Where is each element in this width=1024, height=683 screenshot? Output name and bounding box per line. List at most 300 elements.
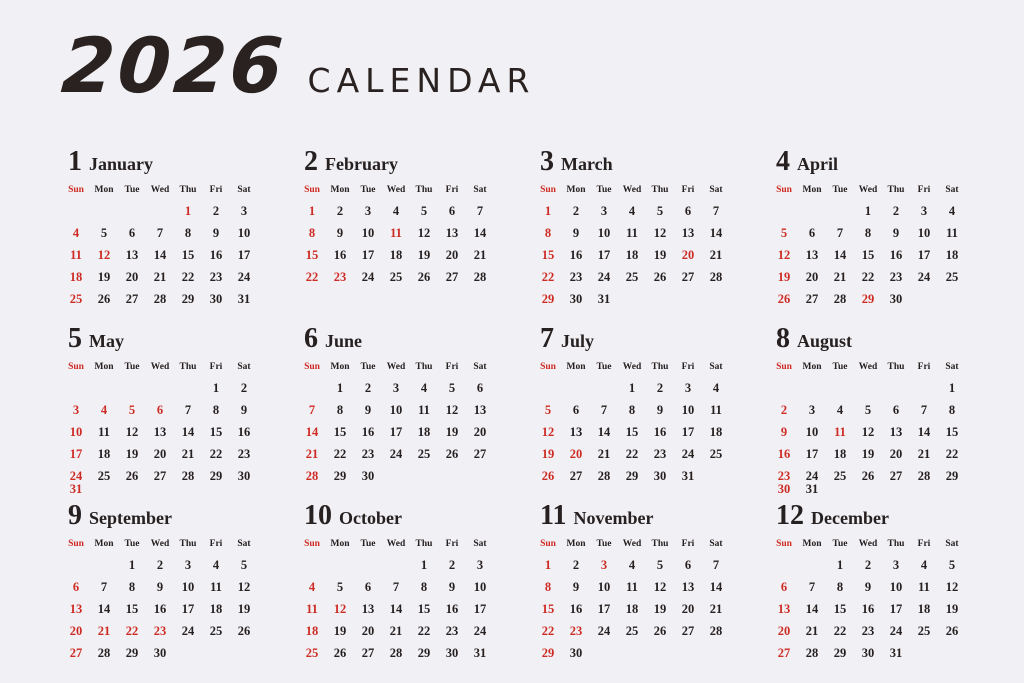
day-cell: 7 bbox=[712, 204, 720, 218]
weekday-label: Tue bbox=[124, 362, 140, 372]
day-cell: 4 bbox=[100, 403, 108, 417]
day-cell bbox=[298, 290, 326, 312]
day-cell: 17 bbox=[917, 248, 931, 262]
calendar-grid bbox=[62, 146, 962, 677]
day-cell: 20 bbox=[681, 602, 695, 616]
day-cell: 24 31 bbox=[805, 469, 819, 496]
day-cell: 25 bbox=[97, 469, 111, 483]
weekday-row bbox=[770, 358, 966, 379]
day-cell bbox=[938, 644, 966, 666]
day-cell: 25 bbox=[209, 624, 223, 638]
day-cell: 4 bbox=[392, 204, 400, 218]
day-cell bbox=[798, 556, 826, 578]
weekday-label: Thu bbox=[651, 362, 669, 372]
day-cell: 31 bbox=[597, 292, 611, 306]
day-cell: 11 bbox=[946, 226, 958, 240]
day-cell: 29 bbox=[541, 292, 555, 306]
day-cell: 9 bbox=[656, 403, 664, 417]
day-cell: 12 bbox=[945, 580, 959, 594]
day-cell: 13 bbox=[445, 226, 459, 240]
day-cell: 14 bbox=[181, 425, 195, 439]
day-cell bbox=[62, 202, 90, 224]
day-cell: 4 bbox=[72, 226, 80, 240]
month-header bbox=[68, 500, 258, 532]
month-days bbox=[534, 202, 730, 312]
day-cell: 6 bbox=[128, 226, 136, 240]
month-name: July bbox=[561, 331, 595, 351]
month-header bbox=[304, 323, 494, 355]
day-cell: 24 bbox=[597, 270, 611, 284]
month-block bbox=[534, 146, 730, 323]
day-cell bbox=[910, 379, 938, 401]
day-cell: 10 bbox=[597, 580, 611, 594]
day-cell: 15 bbox=[417, 602, 431, 616]
day-cell: 14 bbox=[305, 425, 319, 439]
weekday-label: Sat bbox=[237, 185, 251, 195]
day-cell: 11 bbox=[306, 602, 318, 616]
day-cell: 18 bbox=[625, 602, 639, 616]
day-cell: 22 bbox=[417, 624, 431, 638]
day-cell: 13 bbox=[125, 248, 139, 262]
day-cell: 26 bbox=[97, 292, 111, 306]
weekday-row bbox=[770, 535, 966, 556]
day-cell: 2 bbox=[572, 204, 580, 218]
day-cell: 1 bbox=[948, 381, 956, 395]
weekday-label: Mon bbox=[566, 185, 586, 195]
day-cell: 18 bbox=[97, 447, 111, 461]
day-cell: 27 bbox=[445, 270, 459, 284]
day-cell: 17 bbox=[473, 602, 487, 616]
weekday-label: Mon bbox=[94, 539, 114, 549]
day-cell: 27 bbox=[153, 469, 167, 483]
day-cell: 3 bbox=[920, 204, 928, 218]
day-cell: 6 bbox=[572, 403, 580, 417]
day-cell: 26 bbox=[541, 469, 555, 483]
day-cell: 20 bbox=[473, 425, 487, 439]
weekday-label: Tue bbox=[124, 539, 140, 549]
day-cell bbox=[62, 556, 90, 578]
weekday-label: Sat bbox=[945, 185, 959, 195]
day-cell: 11 bbox=[626, 226, 638, 240]
weekday-label: Wed bbox=[858, 539, 878, 549]
month-days bbox=[298, 379, 494, 489]
day-cell bbox=[910, 644, 938, 666]
day-cell: 10 bbox=[597, 226, 611, 240]
day-cell bbox=[438, 290, 466, 312]
day-cell: 22 bbox=[333, 447, 347, 461]
weekday-label: Tue bbox=[360, 539, 376, 549]
day-cell: 28 bbox=[833, 292, 847, 306]
day-cell: 19 bbox=[777, 270, 791, 284]
day-cell: 16 bbox=[333, 248, 347, 262]
day-cell: 22 bbox=[209, 447, 223, 461]
weekday-label: Wed bbox=[858, 185, 878, 195]
day-cell: 6 bbox=[364, 580, 372, 594]
day-cell: 5 bbox=[780, 226, 788, 240]
weekday-row bbox=[534, 535, 730, 556]
month-header bbox=[540, 323, 730, 355]
day-cell: 2 bbox=[240, 381, 248, 395]
weekday-label: Thu bbox=[415, 539, 433, 549]
day-cell: 16 bbox=[445, 602, 459, 616]
day-cell: 2 bbox=[156, 558, 164, 572]
weekday-label: Fri bbox=[917, 539, 931, 549]
day-cell bbox=[674, 644, 702, 666]
weekday-label: Sat bbox=[237, 362, 251, 372]
day-cell: 27 bbox=[681, 624, 695, 638]
day-cell: 7 bbox=[600, 403, 608, 417]
day-cell: 19 bbox=[125, 447, 139, 461]
day-cell: 27 bbox=[125, 292, 139, 306]
month-block bbox=[62, 323, 258, 500]
day-cell: 23 bbox=[889, 270, 903, 284]
day-cell: 29 bbox=[541, 646, 555, 660]
month-header bbox=[776, 146, 966, 178]
day-cell: 27 bbox=[361, 646, 375, 660]
day-cell: 17 bbox=[597, 602, 611, 616]
day-cell: 13 bbox=[681, 580, 695, 594]
day-cell bbox=[702, 644, 730, 666]
day-cell: 30 bbox=[569, 646, 583, 660]
day-cell bbox=[62, 379, 90, 401]
weekday-label: Sat bbox=[709, 185, 723, 195]
weekday-label: Sat bbox=[945, 539, 959, 549]
day-cell: 13 bbox=[153, 425, 167, 439]
day-cell: 26 bbox=[653, 270, 667, 284]
day-cell: 13 bbox=[777, 602, 791, 616]
day-cell: 27 bbox=[681, 270, 695, 284]
day-cell bbox=[646, 644, 674, 666]
day-cell bbox=[826, 202, 854, 224]
day-cell: 12 bbox=[445, 403, 459, 417]
day-cell: 28 bbox=[389, 646, 403, 660]
day-cell: 30 bbox=[209, 292, 223, 306]
day-cell: 27 bbox=[889, 469, 903, 483]
day-cell: 29 bbox=[861, 292, 875, 306]
month-name: May bbox=[89, 331, 124, 351]
day-cell: 26 bbox=[945, 624, 959, 638]
weekday-row bbox=[534, 358, 730, 379]
day-cell: 8 bbox=[628, 403, 636, 417]
month-block bbox=[62, 500, 258, 677]
day-cell: 12 bbox=[125, 425, 139, 439]
calendar-title: CALENDAR bbox=[307, 61, 536, 100]
day-cell bbox=[770, 202, 798, 224]
month-number: 2 bbox=[304, 146, 318, 177]
day-cell: 13 bbox=[361, 602, 375, 616]
day-cell: 27 bbox=[805, 292, 819, 306]
day-cell bbox=[410, 467, 438, 489]
day-cell: 16 bbox=[153, 602, 167, 616]
weekday-label: Mon bbox=[330, 362, 350, 372]
day-cell: 11 bbox=[390, 226, 402, 240]
day-cell: 23 bbox=[569, 270, 583, 284]
month-block bbox=[298, 500, 494, 677]
day-cell: 18 bbox=[625, 248, 639, 262]
day-cell bbox=[298, 379, 326, 401]
day-cell: 5 bbox=[544, 403, 552, 417]
day-cell: 17 bbox=[181, 602, 195, 616]
month-header bbox=[68, 146, 258, 178]
weekday-row bbox=[62, 535, 258, 556]
day-cell: 23 bbox=[569, 624, 583, 638]
day-cell: 6 bbox=[72, 580, 80, 594]
day-cell bbox=[910, 290, 938, 312]
day-cell: 3 bbox=[808, 403, 816, 417]
day-cell bbox=[702, 467, 730, 489]
weekday-label: Wed bbox=[622, 362, 642, 372]
month-number: 5 bbox=[68, 323, 82, 354]
day-cell: 21 bbox=[805, 624, 819, 638]
weekday-label: Thu bbox=[179, 185, 197, 195]
weekday-label: Sun bbox=[776, 185, 792, 195]
day-cell: 14 bbox=[97, 602, 111, 616]
weekday-label: Tue bbox=[360, 185, 376, 195]
month-block bbox=[62, 146, 258, 323]
weekday-label: Wed bbox=[150, 185, 170, 195]
day-cell: 5 bbox=[240, 558, 248, 572]
day-cell: 28 bbox=[709, 270, 723, 284]
day-cell: 16 bbox=[777, 447, 791, 461]
day-cell: 26 bbox=[777, 292, 791, 306]
day-cell: 10 bbox=[237, 226, 251, 240]
day-cell: 5 bbox=[336, 580, 344, 594]
day-cell: 25 bbox=[69, 292, 83, 306]
day-cell: 30 bbox=[445, 646, 459, 660]
day-cell: 4 bbox=[308, 580, 316, 594]
month-number: 10 bbox=[304, 500, 332, 531]
day-cell: 12 bbox=[333, 602, 347, 616]
day-cell: 11 bbox=[710, 403, 722, 417]
day-cell: 2 bbox=[864, 558, 872, 572]
weekday-label: Tue bbox=[360, 362, 376, 372]
weekday-label: Mon bbox=[802, 362, 822, 372]
month-days bbox=[62, 379, 258, 496]
day-cell: 23 bbox=[361, 447, 375, 461]
day-cell bbox=[90, 202, 118, 224]
day-cell: 22 bbox=[305, 270, 319, 284]
day-cell: 2 bbox=[780, 403, 788, 417]
month-number: 12 bbox=[776, 500, 804, 531]
day-cell: 23 bbox=[209, 270, 223, 284]
day-cell: 27 bbox=[569, 469, 583, 483]
day-cell: 17 bbox=[69, 447, 83, 461]
day-cell: 21 bbox=[181, 447, 195, 461]
weekday-label: Fri bbox=[681, 185, 695, 195]
day-cell: 8 bbox=[184, 226, 192, 240]
day-cell: 11 bbox=[918, 580, 930, 594]
day-cell: 19 bbox=[97, 270, 111, 284]
day-cell: 12 bbox=[237, 580, 251, 594]
month-days bbox=[770, 202, 966, 312]
day-cell: 16 bbox=[889, 248, 903, 262]
weekday-label: Thu bbox=[415, 185, 433, 195]
month-header bbox=[304, 500, 494, 532]
month-block bbox=[298, 146, 494, 323]
day-cell: 15 bbox=[333, 425, 347, 439]
day-cell: 26 bbox=[125, 469, 139, 483]
day-cell: 31 bbox=[473, 646, 487, 660]
weekday-label: Wed bbox=[622, 539, 642, 549]
day-cell: 10 bbox=[389, 403, 403, 417]
month-name: April bbox=[797, 154, 839, 174]
day-cell: 24 bbox=[597, 624, 611, 638]
day-cell bbox=[466, 467, 494, 489]
day-cell: 19 bbox=[333, 624, 347, 638]
day-cell bbox=[90, 379, 118, 401]
day-cell: 1 bbox=[308, 204, 316, 218]
day-cell: 30 bbox=[153, 646, 167, 660]
day-cell bbox=[354, 290, 382, 312]
day-cell: 11 bbox=[70, 248, 82, 262]
day-cell: 15 bbox=[861, 248, 875, 262]
day-cell bbox=[826, 379, 854, 401]
month-block bbox=[770, 500, 966, 677]
day-cell: 8 bbox=[864, 226, 872, 240]
weekday-label: Tue bbox=[832, 185, 848, 195]
day-cell: 6 bbox=[448, 204, 456, 218]
day-cell: 20 bbox=[361, 624, 375, 638]
weekday-label: Thu bbox=[415, 362, 433, 372]
day-cell: 20 bbox=[445, 248, 459, 262]
day-cell: 17 bbox=[597, 248, 611, 262]
day-cell: 16 bbox=[653, 425, 667, 439]
day-cell: 24 bbox=[361, 270, 375, 284]
weekday-label: Tue bbox=[124, 185, 140, 195]
month-days bbox=[534, 556, 730, 666]
day-cell: 27 bbox=[69, 646, 83, 660]
day-cell: 18 bbox=[305, 624, 319, 638]
day-cell: 25 bbox=[917, 624, 931, 638]
day-cell bbox=[854, 379, 882, 401]
day-cell: 4 bbox=[920, 558, 928, 572]
weekday-label: Fri bbox=[445, 185, 459, 195]
month-block bbox=[770, 323, 966, 500]
day-cell: 21 bbox=[305, 447, 319, 461]
weekday-label: Thu bbox=[887, 185, 905, 195]
day-cell: 31 bbox=[681, 469, 695, 483]
weekday-label: Thu bbox=[887, 362, 905, 372]
day-cell: 25 bbox=[389, 270, 403, 284]
day-cell bbox=[382, 467, 410, 489]
day-cell: 18 bbox=[945, 248, 959, 262]
day-cell: 12 bbox=[653, 226, 667, 240]
weekday-label: Tue bbox=[832, 362, 848, 372]
day-cell: 18 bbox=[417, 425, 431, 439]
day-cell: 1 bbox=[544, 558, 552, 572]
day-cell bbox=[466, 290, 494, 312]
month-days bbox=[62, 202, 258, 312]
day-cell bbox=[938, 290, 966, 312]
day-cell: 19 bbox=[237, 602, 251, 616]
day-cell: 4 bbox=[836, 403, 844, 417]
weekday-label: Mon bbox=[802, 185, 822, 195]
weekday-label: Thu bbox=[651, 185, 669, 195]
weekday-label: Mon bbox=[94, 362, 114, 372]
day-cell: 30 bbox=[361, 469, 375, 483]
day-cell: 29 bbox=[333, 469, 347, 483]
day-cell bbox=[382, 290, 410, 312]
day-cell bbox=[618, 644, 646, 666]
day-cell: 28 bbox=[181, 469, 195, 483]
day-cell: 8 bbox=[544, 580, 552, 594]
day-cell: 15 bbox=[125, 602, 139, 616]
day-cell: 19 bbox=[945, 602, 959, 616]
weekday-label: Wed bbox=[386, 539, 406, 549]
day-cell: 14 bbox=[833, 248, 847, 262]
weekday-label: Mon bbox=[566, 539, 586, 549]
weekday-label: Sun bbox=[540, 539, 556, 549]
day-cell: 25 bbox=[305, 646, 319, 660]
day-cell: 3 bbox=[240, 204, 248, 218]
day-cell: 26 bbox=[237, 624, 251, 638]
month-number: 7 bbox=[540, 323, 554, 354]
day-cell: 18 bbox=[209, 602, 223, 616]
day-cell: 3 bbox=[364, 204, 372, 218]
day-cell: 13 bbox=[681, 226, 695, 240]
day-cell: 15 bbox=[541, 248, 555, 262]
day-cell: 16 bbox=[569, 602, 583, 616]
day-cell: 20 bbox=[125, 270, 139, 284]
weekday-row bbox=[298, 358, 494, 379]
day-cell: 18 bbox=[69, 270, 83, 284]
day-cell: 22 bbox=[125, 624, 139, 638]
weekday-row bbox=[298, 535, 494, 556]
day-cell: 24 bbox=[681, 447, 695, 461]
day-cell: 17 bbox=[805, 447, 819, 461]
weekday-row bbox=[534, 181, 730, 202]
month-days bbox=[62, 556, 258, 666]
day-cell: 29 bbox=[945, 469, 959, 483]
weekday-label: Wed bbox=[622, 185, 642, 195]
day-cell: 16 bbox=[361, 425, 375, 439]
day-cell: 1 bbox=[628, 381, 636, 395]
day-cell: 16 bbox=[237, 425, 251, 439]
month-header bbox=[304, 146, 494, 178]
day-cell: 14 bbox=[709, 226, 723, 240]
day-cell: 7 bbox=[712, 558, 720, 572]
day-cell: 13 bbox=[569, 425, 583, 439]
day-cell: 7 bbox=[392, 580, 400, 594]
weekday-row bbox=[298, 181, 494, 202]
weekday-label: Sat bbox=[473, 362, 487, 372]
day-cell: 12 bbox=[653, 580, 667, 594]
day-cell: 25 bbox=[709, 447, 723, 461]
day-cell: 2 bbox=[572, 558, 580, 572]
day-cell: 6 bbox=[808, 226, 816, 240]
day-cell: 18 bbox=[389, 248, 403, 262]
day-cell bbox=[618, 290, 646, 312]
day-cell: 7 bbox=[156, 226, 164, 240]
day-cell: 15 bbox=[625, 425, 639, 439]
weekday-label: Sun bbox=[304, 362, 320, 372]
day-cell: 17 bbox=[361, 248, 375, 262]
day-cell: 4 bbox=[712, 381, 720, 395]
weekday-label: Tue bbox=[596, 539, 612, 549]
day-cell bbox=[798, 202, 826, 224]
day-cell: 21 bbox=[709, 248, 723, 262]
day-cell: 30 bbox=[861, 646, 875, 660]
weekday-label: Sun bbox=[304, 539, 320, 549]
day-cell: 8 bbox=[836, 580, 844, 594]
day-cell: 10 bbox=[681, 403, 695, 417]
day-cell: 11 bbox=[210, 580, 222, 594]
day-cell: 23 bbox=[333, 270, 347, 284]
day-cell: 4 bbox=[628, 558, 636, 572]
day-cell: 28 bbox=[153, 292, 167, 306]
day-cell: 27 bbox=[777, 646, 791, 660]
day-cell: 8 bbox=[544, 226, 552, 240]
